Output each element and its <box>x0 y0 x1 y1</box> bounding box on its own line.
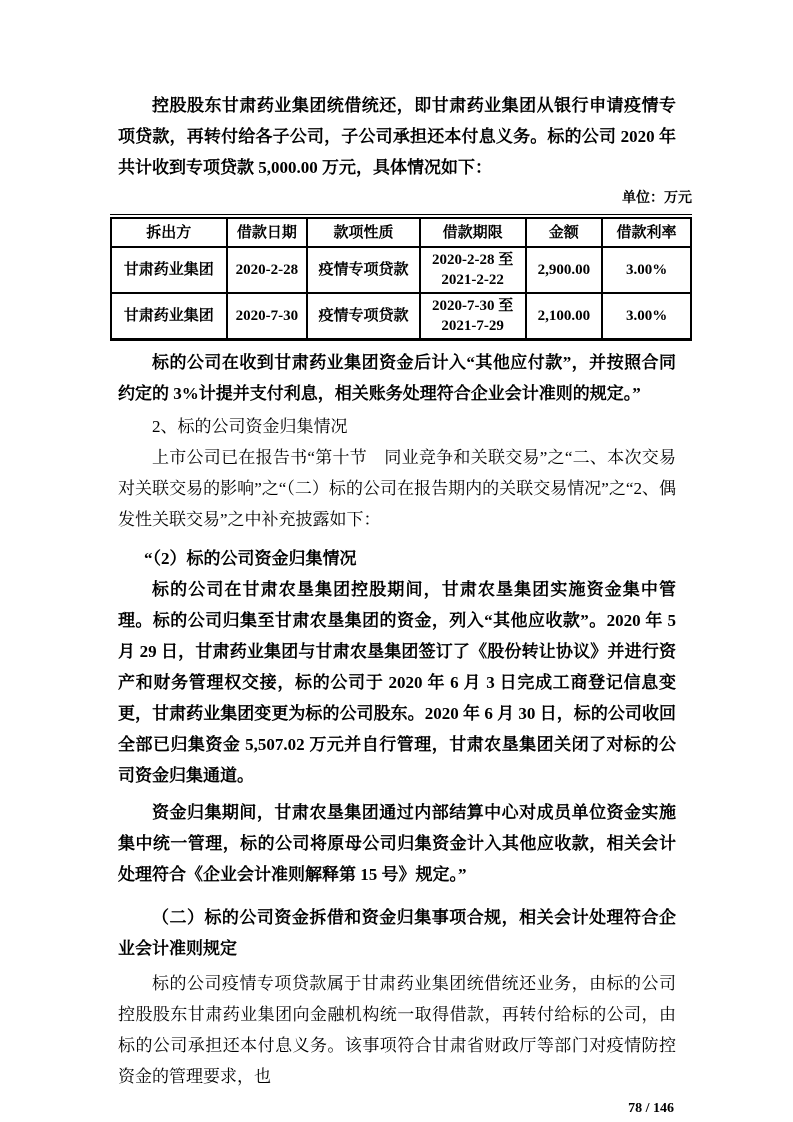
loan-table-wrapper <box>110 214 692 341</box>
paragraph-collection-accounting: 资金归集期间，甘肃农垦集团通过内部结算中心对成员单位资金实施集中统一管理，标的公司将原母公司归集资金计入其他应收款，相关会计处理符合《企业会计准则解释第 15 号》规定。” <box>118 803 676 884</box>
cell-rate: 3.00% <box>602 247 691 293</box>
cell-nature: 疫情专项贷款 <box>307 247 420 293</box>
heading-fund-collection: 2、标的公司资金归集情况 <box>152 417 348 436</box>
paragraph-disclosure: 上市公司已在报告书“第十节 同业竞争和关联交易”之“二、本次交易对关联交易的影响”之“（二）标的公司在报告期内的关联交易情况”之“2、偶发性关联交易”之中补充披露如下： <box>118 448 676 529</box>
document-content <box>110 0 692 1118</box>
header-lender: 拆出方 <box>111 218 227 247</box>
term-line-2: 2021-2-22 <box>441 272 504 288</box>
cell-nature: 疫情专项贷款 <box>307 293 420 340</box>
cell-amount: 2,900.00 <box>526 247 603 293</box>
cell-date: 2020-7-30 <box>227 293 308 340</box>
heading-compliance: （二）标的公司资金拆借和资金归集事项合规，相关会计处理符合企业会计准则规定 <box>118 908 676 958</box>
subheading-fund-collection-quote: “（2）标的公司资金归集情况 <box>144 549 357 568</box>
term-line-1: 2020-2-28 至 <box>432 252 514 268</box>
loan-table <box>110 217 692 341</box>
cell-lender: 甘肃药业集团 <box>111 247 227 293</box>
paragraph-intro: 控股股东甘肃药业集团统借统还，即甘肃药业集团从银行申请疫情专项贷款，再转付给各子公司，子公司承担还本付息义务。标的公司 2020 年共计收到专项贷款 5,000.00 万元，具体情况如下： <box>118 96 676 177</box>
header-term: 借款期限 <box>420 218 526 247</box>
header-date: 借款日期 <box>227 218 308 247</box>
cell-amount: 2,100.00 <box>526 293 603 340</box>
header-nature: 款项性质 <box>307 218 420 247</box>
table-unit-label: 单位：万元 <box>622 191 692 206</box>
cell-lender: 甘肃药业集团 <box>111 293 227 340</box>
table-row <box>111 293 691 340</box>
term-line-2: 2021-7-29 <box>441 318 504 334</box>
table-header-row <box>111 218 691 247</box>
term-line-1: 2020-7-30 至 <box>432 298 514 314</box>
cell-term <box>420 293 526 340</box>
cell-term <box>420 247 526 293</box>
page-number: 78 / 146 <box>628 1101 674 1116</box>
paragraph-compliance: 标的公司疫情专项贷款属于甘肃药业集团统借统还业务，由标的公司控股股东甘肃药业集团向金融机构统一取得借款，再转付给标的公司，由标的公司承担还本付息义务。该事项符合甘肃省财政厅等部门对疫情防控资金的管理要求，也 <box>118 974 676 1086</box>
header-amount: 金额 <box>526 218 603 247</box>
paragraph-collection-detail: 标的公司在甘肃农垦集团控股期间，甘肃农垦集团实施资金集中管理。标的公司归集至甘肃农垦集团的资金，列入“其他应收款”。2020 年 5 月 29 日，甘肃药业集团与甘肃农垦集团签订了《股份转让协议》并进行资产和财务管理权交接，标的公司于 2020 年 6 月 3 日完成工商登记信息变更，甘肃药业集团变更为标的公司股东。2020 年 6 月 30 日，标的公司收回全部已归集资金 5,507.02 万元并自行管理，甘肃农垦集团关闭了对标的公司资金归集通道。 <box>118 580 676 785</box>
cell-rate: 3.00% <box>602 293 691 340</box>
cell-date: 2020-2-28 <box>227 247 308 293</box>
header-rate: 借款利率 <box>602 218 691 247</box>
paragraph-after-table: 标的公司在收到甘肃药业集团资金后计入“其他应付款”，并按照合同约定的 3%计提并支付利息，相关账务处理符合企业会计准则的规定。” <box>118 353 676 403</box>
table-row <box>111 247 691 293</box>
